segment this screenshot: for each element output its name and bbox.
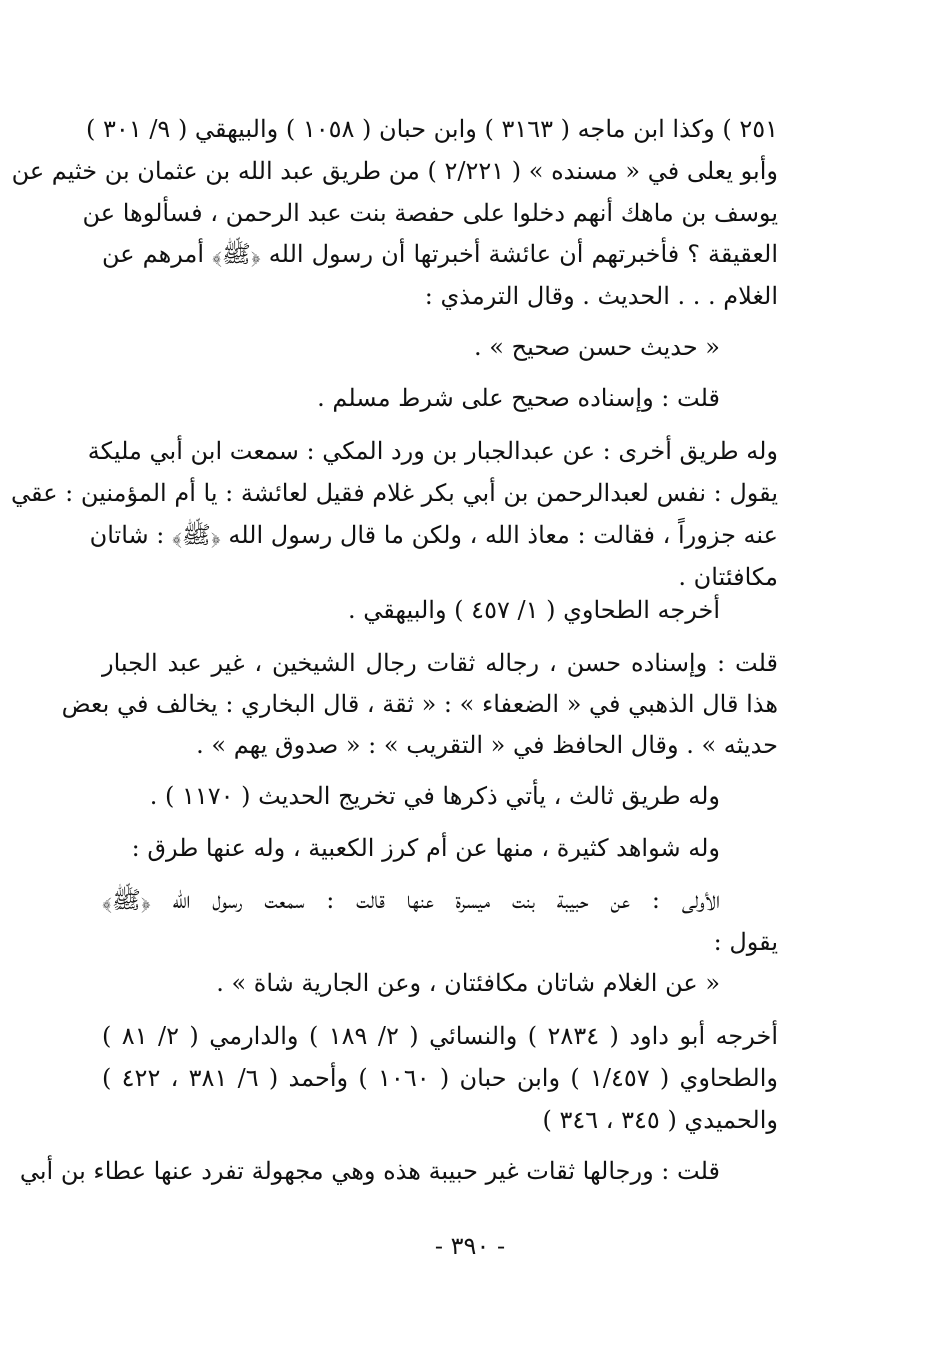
text-line: وله طريق ثالث ، يأتي ذكرها في تخريج الحديث ( ١١٧٠ ) .: [149, 782, 720, 810]
text-line: العقيقة ؟ فأخبرتهم أن عائشة أخبرتها أن رسول الله ﴿ﷺ﴾ أمرهم عن: [102, 240, 778, 268]
quoted-text: « حديث حسن صحيح » .: [474, 333, 720, 361]
text-line: وأبو يعلى في « مسنده » ( ٢/٢٢١ ) من طريق عبد الله بن عثمان بن خثيم عن: [11, 157, 778, 185]
text-line: ٢٥١ ) وكذا ابن ماجه ( ٣١٦٣ ) وابن حبان ( ١٠٥٨ ) والبيهقي ( ٩/ ٣٠١ ): [86, 115, 778, 143]
text-line: عنه جزوراً ، فقالت : معاذ الله ، ولكن ما قال رسول الله ﴿ﷺ﴾ : شاتان: [89, 521, 778, 549]
text-line: والحميدي ( ٣٤٥ ، ٣٤٦ ): [542, 1106, 778, 1134]
page-number: - ٣٩٠ -: [434, 1232, 506, 1260]
text-line: مكافئتان .: [678, 563, 778, 591]
quoted-text: « عن الغلام شاتان مكافئتان ، وعن الجارية شاة » .: [216, 969, 720, 997]
text-line: والطحاوي ( ١/٤٥٧ ) وابن حبان ( ١٠٦٠ ) وأحمد ( ٦/ ٣٨١ ، ٤٢٢ ): [102, 1064, 778, 1092]
text-line: قلت : وإسناده صحيح على شرط مسلم .: [317, 384, 720, 412]
text-line: يوسف بن ماهك أنهم دخلوا على حفصة بنت عبد الرحمن ، فسألوها عن: [82, 199, 778, 227]
text-line: هذا قال الذهبي في « الضعفاء » : « ثقة ، قال البخاري : يخالف في بعض: [61, 690, 778, 718]
text-line: أخرجه الطحاوي ( ١/ ٤٥٧ ) والبيهقي .: [348, 596, 720, 624]
text-line: قلت : وإسناده حسن ، رجاله ثقات رجال الشيخين ، غير عبد الجبار: [102, 649, 778, 677]
text-line: حديثه » . وقال الحافظ في « التقريب » : « صدوق يهم » .: [196, 731, 778, 759]
text-line: يقول :: [713, 928, 778, 956]
text-line: أخرجه أبو داود ( ٢٨٣٤ ) والنسائي ( ٢/ ١٨٩ ) والدارمي ( ٢/ ٨١ ): [102, 1022, 779, 1050]
text-line: وله طريق أخرى : عن عبدالجبار بن ورد المكي : سمعت ابن أبي مليكة: [87, 437, 778, 465]
text-line: يقول : نفس لعبدالرحمن بن أبي بكر غلام فقيل لعائشة : يا أم المؤمنين : عقي: [11, 479, 778, 507]
text-line: قلت : ورجالها ثقات غير حبيبة هذه وهي مجهولة تفرد عنها عطاء بن أبي: [19, 1157, 720, 1185]
text-line: الغلام . . . الحديث . وقال الترمذي :: [424, 282, 778, 310]
text-line: وله شواهد كثيرة ، منها عن أم كرز الكعبية ، وله عنها طرق :: [131, 834, 720, 862]
text-line: الأولى : عن حبيبة بنت ميسرة عنها قالت : سمعت رسول الله ﴿ﷺ﴾: [102, 886, 720, 914]
